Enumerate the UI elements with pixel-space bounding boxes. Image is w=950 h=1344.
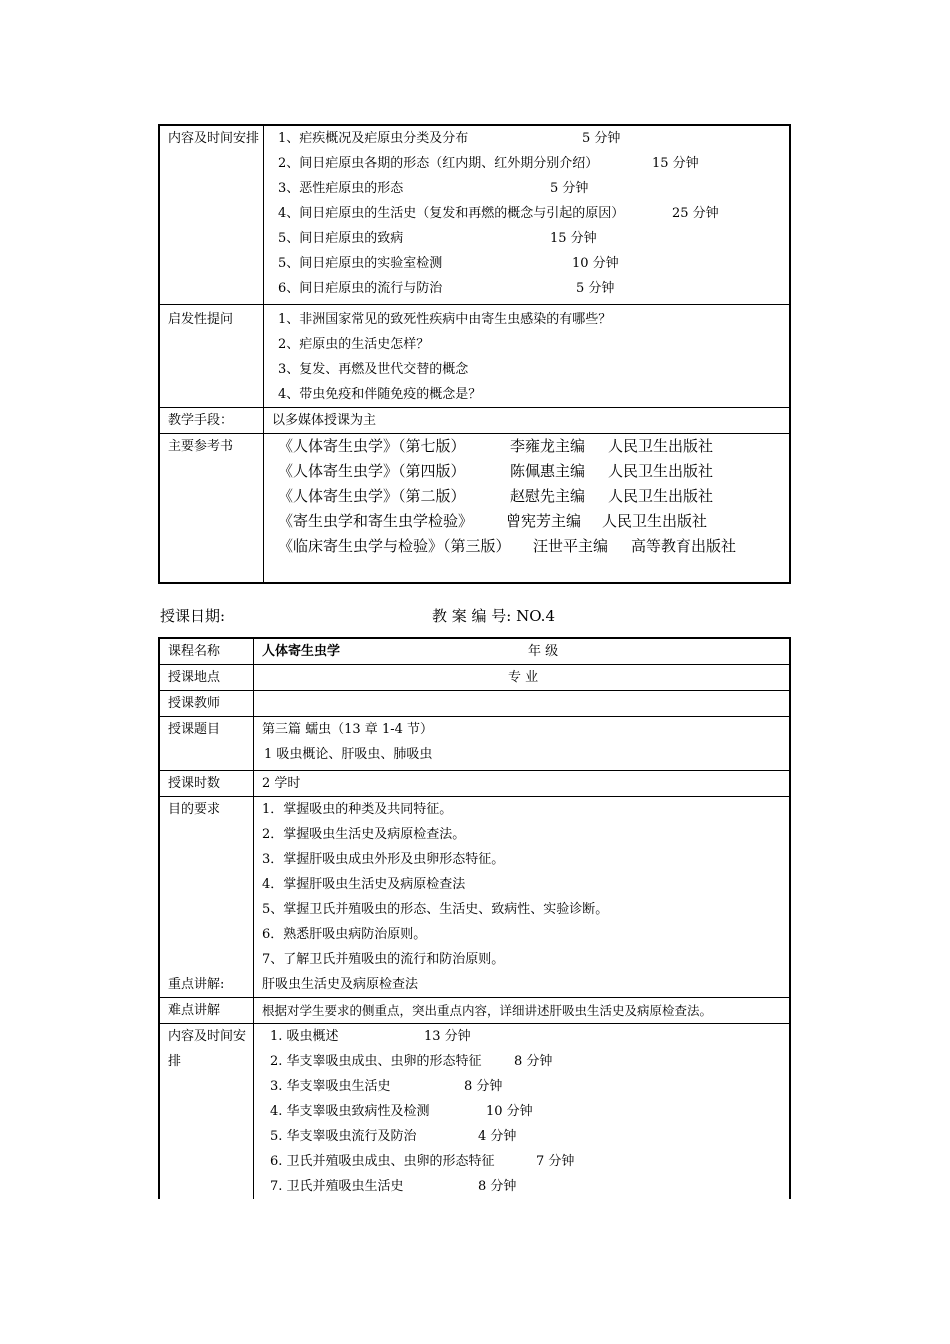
refs-label: 主要参考书 xyxy=(159,434,264,584)
method-value: 以多媒体授课为主 xyxy=(264,408,791,434)
difficult-value: 根据对学生要求的侧重点，突出重点内容，详细讲述肝吸虫生活史及病原检查法。 xyxy=(254,998,791,1024)
list-item: 3、恶性疟原虫的形态 5 分钟 xyxy=(278,181,589,196)
list-item: 3. 华支睾吸虫生活史 8 分钟 xyxy=(270,1079,503,1094)
list-item: 2．掌握吸虫生活史及病原检查法。 xyxy=(262,827,466,842)
content-time-label-2: 内容及时间安排 xyxy=(159,1024,254,1200)
list-item: 1. 吸虫概述 13 分钟 xyxy=(270,1029,471,1044)
list-item: 1、非洲国家常见的致死性疾病中由寄生虫感染的有哪些？ xyxy=(278,312,612,327)
list-item: 6、间日疟原虫的流行与防治 5 分钟 xyxy=(278,281,615,296)
grade-label: 年 级 xyxy=(528,644,559,659)
major-label: 专 业 xyxy=(508,670,539,685)
content-time-label: 内容及时间安排 xyxy=(159,125,264,305)
list-item: 1．掌握吸虫的种类及共同特征。 xyxy=(262,802,453,817)
list-item: 7、了解卫氏并殖吸虫的流行和防治原则。 xyxy=(262,952,505,967)
teacher-label: 授课教师 xyxy=(159,691,254,717)
topic-line: 第三篇 蠕虫（13 章 1-4 节） xyxy=(262,722,434,737)
course-name: 人体寄生虫学 xyxy=(262,644,341,659)
list-item: 5、间日疟原虫的致病 15 分钟 xyxy=(278,231,597,246)
list-item: 5. 华支睾吸虫流行及防治 4 分钟 xyxy=(270,1129,517,1144)
list-item: 《人体寄生虫学》（第四版） 陈佩惠主编 人民卫生出版社 xyxy=(278,462,714,480)
content-time-list xyxy=(264,125,791,305)
list-item: 2、疟原虫的生活史怎样？ xyxy=(278,337,430,352)
refs-list xyxy=(264,434,791,584)
plan-no: NO.4 xyxy=(516,607,555,625)
course-row xyxy=(254,638,791,665)
list-item: 4、带虫免疫和伴随免疫的概念是？ xyxy=(278,387,482,402)
topic-line: 1 吸虫概论、肝吸虫、肺吸虫 xyxy=(264,747,433,762)
list-item: 《人体寄生虫学》（第二版） 赵慰先主编 人民卫生出版社 xyxy=(278,487,714,505)
goals-label: 目的要求 重点讲解: xyxy=(159,797,254,998)
topic-value xyxy=(254,717,791,771)
teacher-value xyxy=(254,691,791,717)
location-label: 授课地点 xyxy=(159,665,254,691)
location-row xyxy=(254,665,791,691)
list-item: 5、掌握卫氏并殖吸虫的形态、生活史、致病性、实验诊断。 xyxy=(262,902,609,917)
course-label: 课程名称 xyxy=(159,638,254,665)
lesson-plan-table-2 xyxy=(158,637,791,1199)
questions-label: 启发性提问 xyxy=(159,305,264,408)
list-item: 《人体寄生虫学》（第七版） 李雍龙主编 人民卫生出版社 xyxy=(278,437,714,455)
lesson-plan-table-1 xyxy=(158,124,791,584)
list-item: 2、间日疟原虫各期的形态（红内期、红外期分别介绍） 15 分钟 xyxy=(278,156,699,171)
list-item: 3、复发、再燃及世代交替的概念 xyxy=(278,362,469,377)
list-item: 4、间日疟原虫的生活史（复发和再燃的概念与引起的原因） 25 分钟 xyxy=(278,206,719,221)
list-item: 5、间日疟原虫的实验室检测 10 分钟 xyxy=(278,256,619,271)
list-item: 4．掌握肝吸虫生活史及病原检查法 xyxy=(262,877,466,892)
difficult-label: 难点讲解 xyxy=(159,998,254,1024)
list-item: 《临床寄生虫学与检验》（第三版） 汪世平主编 高等教育出版社 xyxy=(278,537,737,555)
questions-list xyxy=(264,305,791,408)
topic-label: 授课题目 xyxy=(159,717,254,771)
list-item: 3．掌握肝吸虫成虫外形及虫卵形态特征。 xyxy=(262,852,505,867)
list-item: 2. 华支睾吸虫成虫、虫卵的形态特征 8 分钟 xyxy=(270,1054,553,1069)
key-label: 重点讲解: xyxy=(168,977,225,992)
content-time-list-2 xyxy=(254,1024,791,1200)
list-item: 6. 卫氏并殖吸虫成虫、虫卵的形态特征 7 分钟 xyxy=(270,1154,575,1169)
plan-label: 教 案 编 号: xyxy=(432,607,512,625)
list-item: 1、疟疾概况及疟原虫分类及分布 5 分钟 xyxy=(278,131,621,146)
list-item: 6．熟悉肝吸虫病防治原则。 xyxy=(262,927,427,942)
list-item: 4. 华支睾吸虫致病性及检测 10 分钟 xyxy=(270,1104,533,1119)
hours-value: 2 学时 xyxy=(254,771,791,797)
date-label: 授课日期: xyxy=(160,607,226,625)
list-item: 《寄生虫学和寄生虫学检验》 曾宪芳主编 人民卫生出版社 xyxy=(278,512,708,530)
hours-label: 授课时数 xyxy=(159,771,254,797)
goals-list xyxy=(254,797,791,998)
method-label: 教学手段： xyxy=(159,408,264,434)
key-value: 肝吸虫生活史及病原检查法 xyxy=(262,977,419,992)
list-item: 7. 卫氏并殖吸虫生活史 8 分钟 xyxy=(270,1179,517,1194)
plan-number xyxy=(432,603,555,629)
